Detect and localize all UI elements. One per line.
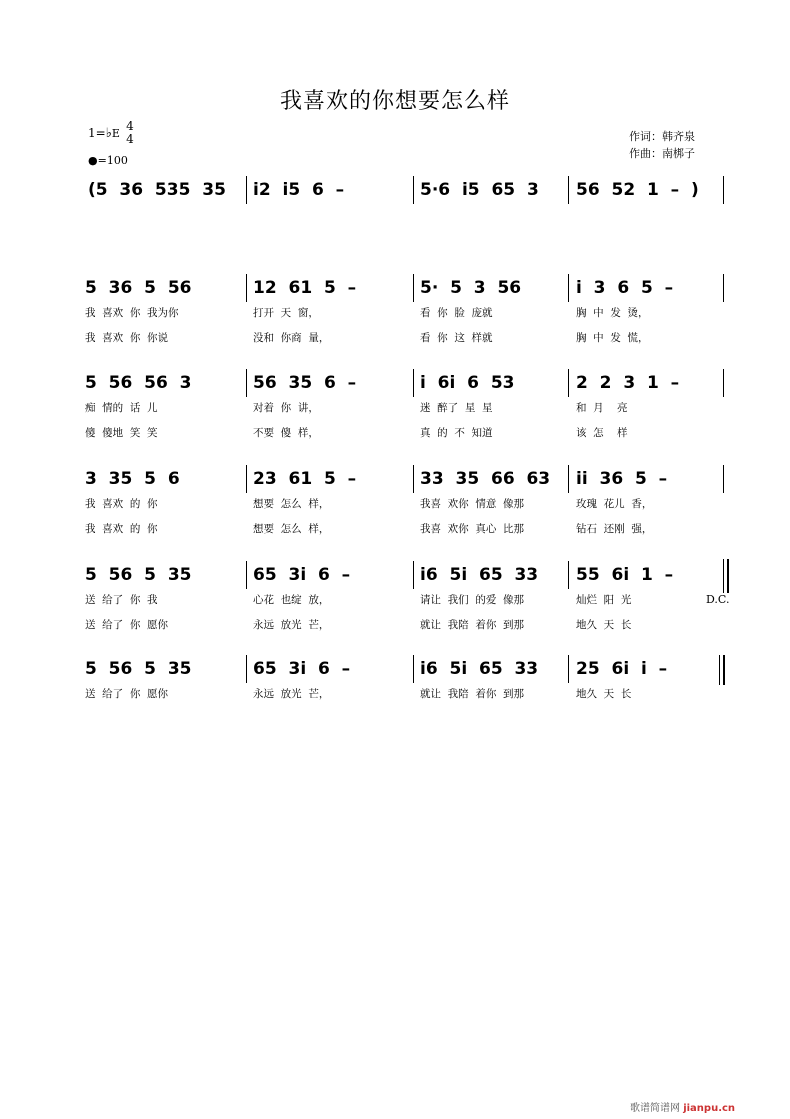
barline (246, 561, 247, 589)
barline (723, 176, 724, 204)
lyric-line-1: 迷 醉了 星 星 (420, 402, 493, 414)
measure: 65 3i 6 – (253, 565, 351, 585)
barline (723, 369, 724, 397)
lyric-line-1: 就让 我陪 着你 到那 (420, 688, 525, 700)
barline (413, 655, 414, 683)
lyric-line-1: 打开 天 窗， (253, 307, 319, 319)
measure: 55 6i 1 – (576, 565, 674, 585)
measure: i2 i5 6 – (253, 180, 345, 200)
lyric-line-2: 不要 傻 样， (253, 427, 319, 439)
lyric-line-2: 钻石 还刚 强， (576, 523, 653, 535)
final-barline-thin (719, 655, 720, 685)
song-title: 我喜欢的你想要怎么样 (279, 89, 510, 114)
lyric-line-1: 灿烂 阳 光 (576, 594, 632, 606)
measure: 5 56 56 3 (85, 373, 192, 393)
lyric-line-2: 想要 怎么 样， (253, 523, 330, 535)
lyric-line-1: 我 喜欢 你 我为你 (85, 307, 179, 319)
watermark-site: jianpu.cn (683, 1103, 736, 1114)
score-row (0, 469, 790, 549)
lyric-line-1: 地久 天 长 (576, 688, 632, 700)
score-row (0, 373, 790, 453)
lyric-line-2: 地久 天 长 (576, 619, 632, 631)
barline (413, 176, 414, 204)
key-prefix: 1= (88, 126, 106, 140)
score-row (0, 278, 790, 358)
lyric-line-1: 想要 怎么 样， (253, 498, 330, 510)
measure: 25 6i i – (576, 659, 668, 679)
lyric-line-2: 该 怎 样 (576, 427, 628, 439)
barline (413, 369, 414, 397)
lyric-line-1: 和 月 亮 (576, 402, 628, 414)
barline (246, 274, 247, 302)
measure: 33 35 66 63 (420, 469, 551, 489)
lyric-line-2: 送 给了 你 愿你 (85, 619, 169, 631)
score-row (0, 565, 790, 645)
lyric-line-2: 我喜 欢你 真心 比那 (420, 523, 525, 535)
score-row (0, 180, 790, 210)
barline (723, 465, 724, 493)
measure: 5 56 5 35 (85, 659, 192, 679)
final-barline-thin (723, 559, 724, 593)
measure: 65 3i 6 – (253, 659, 351, 679)
barline (568, 561, 569, 589)
measure: 5· 5 3 56 (420, 278, 522, 298)
measure: 2 2 3 1 – (576, 373, 680, 393)
measure: 5·6 i5 65 3 (420, 180, 539, 200)
barline (246, 465, 247, 493)
composer: 作曲：南梆子 (629, 147, 695, 160)
barline (568, 655, 569, 683)
lyric-line-1: 痴 情的 话 儿 (85, 402, 158, 414)
lyric-line-1: 永远 放光 芒， (253, 688, 330, 700)
lyric-line-1: 对着 你 讲， (253, 402, 319, 414)
lyric-line-2: 我 喜欢 你 你说 (85, 332, 169, 344)
barline (246, 176, 247, 204)
lyric-line-2: 傻 傻地 笑 笑 (85, 427, 158, 439)
measure: ii 36 5 – (576, 469, 668, 489)
final-barline-thick (727, 559, 729, 593)
lyric-line-1: 我喜 欢你 情意 像那 (420, 498, 525, 510)
lyric-line-2: 看 你 这 样就 (420, 332, 493, 344)
flat-sign: ♭ (105, 126, 112, 141)
lyric-line-2: 就让 我陪 着你 到那 (420, 619, 525, 631)
tempo-marking (88, 154, 128, 167)
final-barline-thick (723, 655, 725, 685)
watermark (630, 1099, 735, 1114)
barline (568, 274, 569, 302)
barline (246, 655, 247, 683)
time-signature (124, 120, 136, 146)
score-row (0, 659, 790, 719)
measure: i 6i 6 53 (420, 373, 515, 393)
lyric-line-1: 玫瑰 花儿 香， (576, 498, 653, 510)
lyric-line-1: 请让 我们 的爱 像那 (420, 594, 525, 606)
lyric-line-2: 永远 放光 芒， (253, 619, 330, 631)
dc-marking: D.C. (706, 593, 730, 606)
measure: i 3 6 5 – (576, 278, 674, 298)
lyric-line-2: 胸 中 发 慌， (576, 332, 649, 344)
credits (629, 128, 695, 162)
measure: 23 61 5 – (253, 469, 357, 489)
measure: (5 36 535 35 (88, 180, 226, 200)
lyric-line-1: 胸 中 发 烫， (576, 307, 649, 319)
watermark-text: 歌谱简谱网 (630, 1103, 680, 1114)
measure: i6 5i 65 33 (420, 659, 539, 679)
barline (413, 561, 414, 589)
lyric-line-1: 心花 也绽 放， (253, 594, 330, 606)
measure: 12 61 5 – (253, 278, 357, 298)
measure: 5 56 5 35 (85, 565, 192, 585)
whole-note-icon: ● (88, 154, 98, 167)
measure: 5 36 5 56 (85, 278, 192, 298)
barline (568, 465, 569, 493)
measure: i6 5i 65 33 (420, 565, 539, 585)
barline (413, 274, 414, 302)
lyricist: 作词：韩齐泉 (629, 130, 695, 143)
barline (568, 176, 569, 204)
time-top: 4 (126, 119, 134, 133)
time-bottom: 4 (126, 132, 134, 146)
lyric-line-1: 看 你 脸 庞就 (420, 307, 493, 319)
barline (413, 465, 414, 493)
key-signature (88, 126, 120, 141)
lyric-line-1: 送 给了 你 愿你 (85, 688, 169, 700)
lyric-line-1: 送 给了 你 我 (85, 594, 158, 606)
key-note: E (111, 127, 120, 140)
lyric-line-1: 我 喜欢 的 你 (85, 498, 158, 510)
lyric-line-2: 没和 你商 量， (253, 332, 330, 344)
measure: 3 35 5 6 (85, 469, 180, 489)
barline (568, 369, 569, 397)
barline (246, 369, 247, 397)
measure: 56 52 1 – ) (576, 180, 699, 200)
measure: 56 35 6 – (253, 373, 357, 393)
lyric-line-2: 真 的 不 知道 (420, 427, 493, 439)
barline (723, 274, 724, 302)
tempo-value: =100 (97, 154, 128, 167)
lyric-line-2: 我 喜欢 的 你 (85, 523, 158, 535)
